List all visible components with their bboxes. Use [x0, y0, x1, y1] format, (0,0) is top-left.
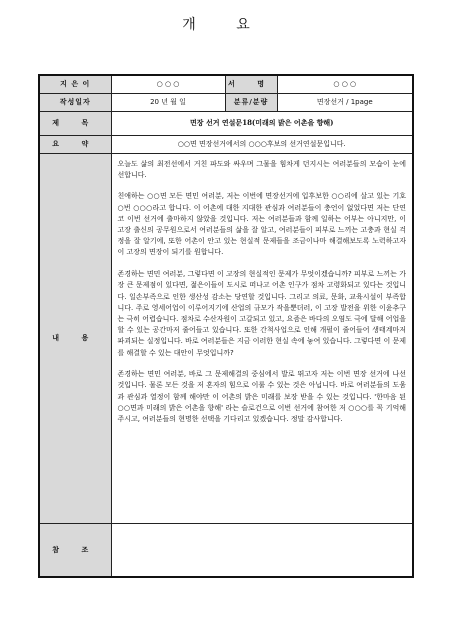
reference-value [111, 523, 413, 577]
content-paragraph: 오늘도 삶의 최전선에서 거친 파도와 싸우며 그물을 힘차게 던지시는 여러분들의 모습이 눈에 선합니다. [117, 159, 406, 179]
category-label: 분류/분량 [225, 93, 277, 111]
subject-label: 제 목 [39, 111, 111, 135]
summary-label: 요 약 [39, 135, 111, 153]
writer-label: 서 명 [225, 75, 277, 93]
author-label: 지 은 이 [39, 75, 111, 93]
writer-value: ○ ○ ○ [277, 75, 413, 93]
subject-value: 면장 선거 연설문18(미래의 밝은 어촌을 향해) [111, 111, 413, 135]
content-paragraph: 존경하는 면민 여러분, 그렇다면 이 고장의 현실적인 문제가 무엇이겠습니까? 피부로 느끼는 가장 큰 문제점이 있다면, 젊은이들이 도시로 떠나고 어촌 인구가 점차 고령화되고 있다는 것입니다. 일손부족으로 인한 생산성 감소는 당연할 것입니다. 그리고 의료, 문화, 교육시설이 부족합니다. 주로 영세어업이 이루어지기에 산업의 규모가 작을뿐더러, 이 고장 발전을 위한 이윤추구는 극히 어렵습니다. 점차로 수산자원이 고갈되고 있고, 요즘은 바다의 오염도 극에 달해 어업을 할 수 있는 공간마저 줄어들고 있습니다. 또한 간척사업으로 인해 개펄이 줄어들어 생태계마저 파괴되는 실정입니다. 바로 여러분들은 지금 이러한 현실 속에 놓여 있습니다. 그렇다면 이 문제를 해결할 수 있는 대안이 무엇입니까? [117, 270, 406, 357]
date-value: 20 년 월 일 [111, 93, 225, 111]
summary-value: ○○면 면장선거에서의 ○○○후보의 선거연설문입니다. [111, 135, 413, 153]
content-label: 내 용 [39, 153, 111, 523]
content-body [111, 153, 413, 523]
content-paragraph: 존경하는 면민 여러분, 바로 그 문제해결의 중심에서 발로 뛰고자 저는 이번 면장 선거에 나선 것입니다. 물론 모든 것을 저 혼자의 힘으로 이룰 수 있는 것은 아닙니다. 바로 여러분들의 도움과 관심과 열정이 함께 해야만 이 어촌의 밝은 미래를 보장 받을 수 있는 것입니다. '한마음 된 ○○면과 미래의 밝은 어촌을 향해' 라는 슬로건으로 이번 선거에 참여한 저 ○○○를 꼭 기억해 주시고, 여러분들의 현명한 선택을 기다리고 있겠습니다. 정말 감사합니다. [117, 370, 406, 424]
category-value: 면장선거 / 1page [277, 93, 413, 111]
reference-label: 참 조 [39, 523, 111, 577]
content-paragraph: 친애하는 ○○면 모든 면민 여러분, 저는 이번에 면장선거에 입후보한 ○○리에 살고 있는 기호 ○번 ○○○라고 합니다. 이 어촌에 대한 지대한 관심과 여러분들이 충언이 없었다면 저는 단연코 이번 선거에 출마하지 않았을 것입니다. 저는 여러분들과 함께 일하는 어부는 아니지만, 이 고장 출신의 공무원으로서 여러분들의 삶을 잘 알고, 여러분들이 피부로 느끼는 고충과 현실 걱정을 잘 알기에, 또한 어촌이 안고 있는 현실적 문제들을 조금이나마 해결해보도록 노력하고자 이 고장의 면장이 되기를 원합니다. [117, 192, 406, 257]
date-label: 작성일자 [39, 93, 111, 111]
overview-form-table [38, 74, 414, 578]
document-title: 개 요 [182, 17, 268, 33]
author-value: ○ ○ ○ [111, 75, 225, 93]
